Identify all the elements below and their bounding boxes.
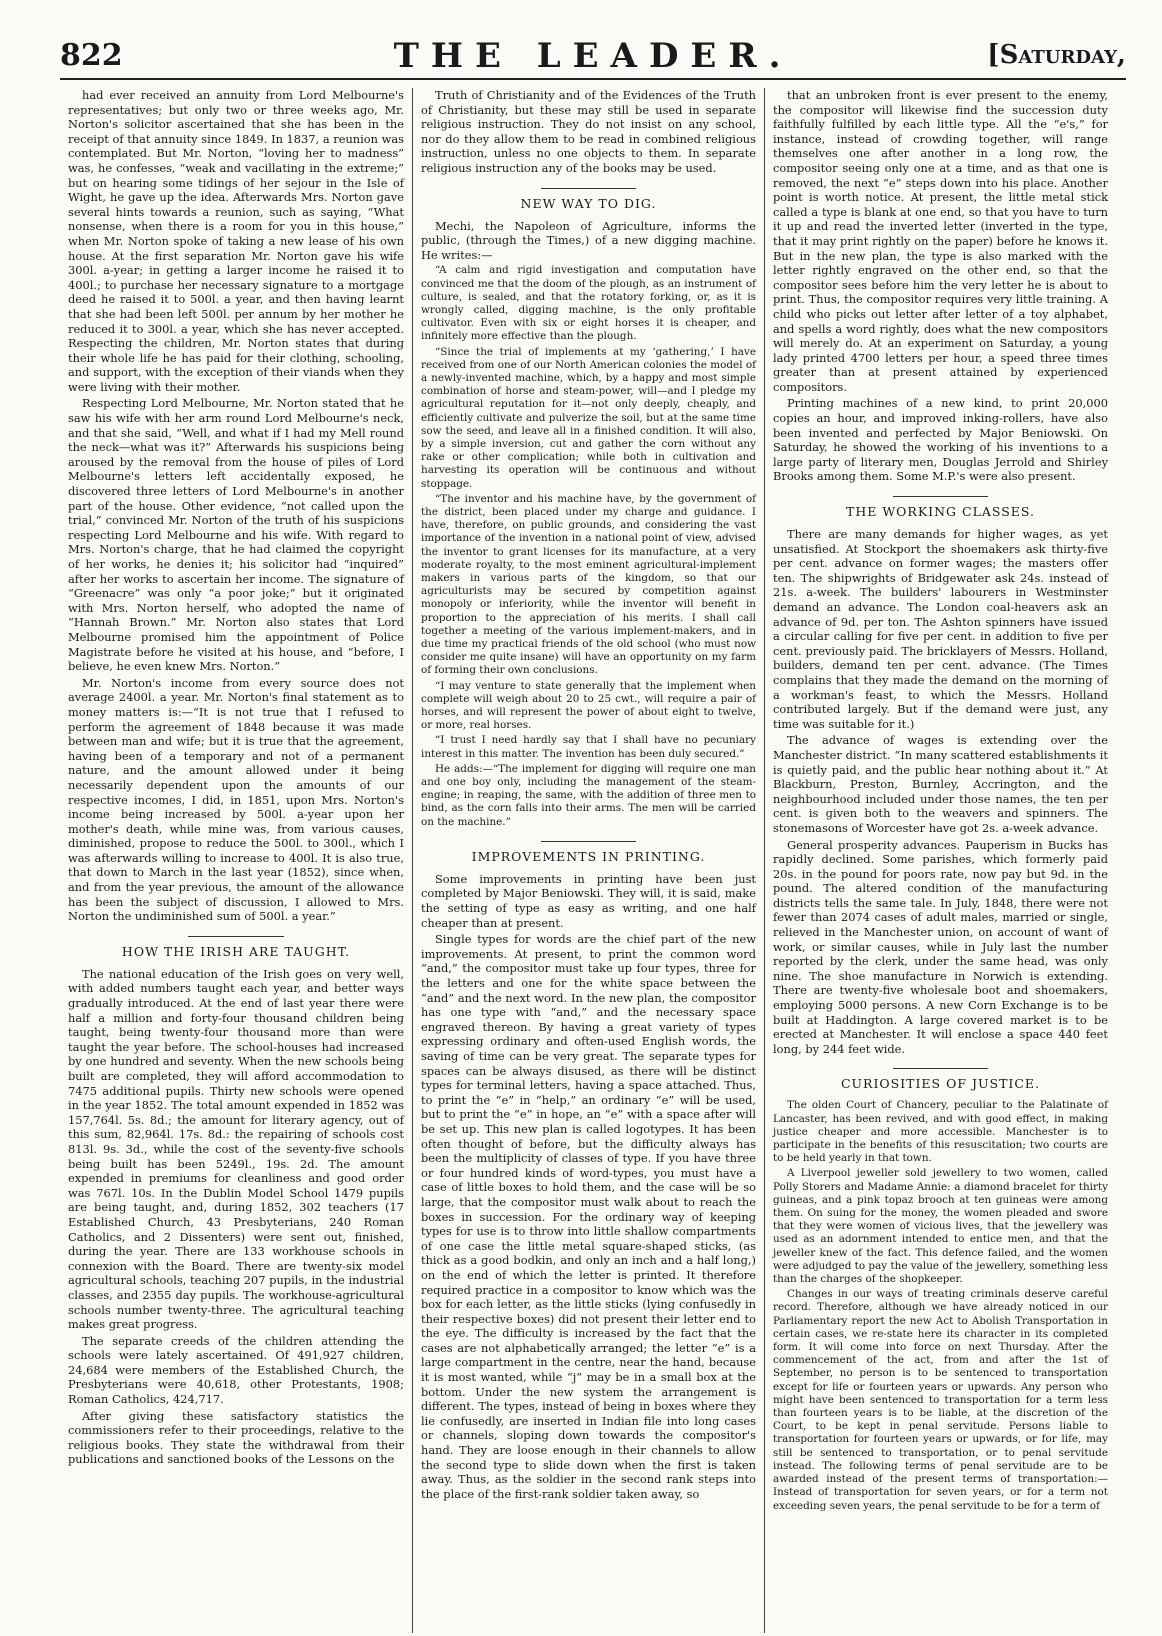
paragraph: The national education of the Irish goes on very well, with added numbers taught each year, and better ways gradually introduced. At the end of last year there were half a million and forty-four thousand children being taught, being twenty-four thousand more than were taught the year before. The school-houses had increased by one hundred and seventy. When the new schools being built are completed, they will afford accommodation to 7475 additional pupils. Thirty new schools were opened in the year 1852. The total amount expended in 1852 was 157,764l. 5s. 8d.; the amount for literary agency, out of this sum, 82,964l. 17s. 8d.: the repairing of schools cost 813l. 9s. 3d., while the cost of the seventy-five schools being built has been 5249l., 19s. 2d. The amount expended in premiums for cleanliness and good order was 767l. 10s. In the Dublin Model School 1479 pupils are being taught, and, during 1852, 302 teachers (17 Established Church, 43 Presbyterians, 240 Roman Catholics, and 2 Dissenters) were sent out, finished, during the year. There are 133 workhouse schools in connexion with the Board. There are twenty-six model agricultural schools, teaching 207 pupils, in the industrial classes, and 2355 day pupils. The workhouse-agricultural schools number twenty-three. The agricultural teaching makes great progress. [68,966,404,1332]
section-heading: IMPROVEMENTS IN PRINTING. [421,841,756,864]
article-columns [60,88,1126,1633]
column-3 [764,88,1116,1633]
column-2 [412,88,764,1633]
paragraph: Printing machines of a new kind, to print 20,000 copies an hour, and improved inking-rollers, have also been invented and perfected by Major Beniowski. On Saturday, he showed the working of his inventions to a large party of literary men, Douglas Jerrold and Shirley Brooks among them. Some M.P.'s were also present. [773,396,1108,484]
paragraph: The separate creeds of the children attending the schools were lately ascertained. Of 491,927 children, 24,684 were members of the Established Church, the Presbyterians were 40,618, other Protestants, 1908; Roman Catholics, 424,717. [68,1333,404,1407]
paragraph: Single types for words are the chief part of the new improvements. At present, to print the common word “and,” the compositor must take up four types, three for the letters and one for the white space between the “and” and the next word. In the new plan, the compositor has one type with “and,” and the necessary space engraved thereon. By having a great variety of types expressing ordinary and often-used English words, the saving of time can be very great. The separate types for spaces can be always disused, as there will be distinct types for terminal letters, having a space attached. Thus, to print the “e” in “help,” an ordinary “e” will be used, but to print the “e” in hope, an “e” with a space after will be set up. This new plan is called logotypes. It has been often thought of before, but the difficulty always has been the multiplicity of classes of type. If you have three or four hundred kinds of word-types, you must have a case of little boxes to hold them, and the case will be so large, that the compositor must walk about to reach the boxes in succession. For the ordinary way of keeping types for use is to throw into little shallow compartments of one case the little metal square-shaped sticks, (as thick as a good bodkin, and only an inch and a half long,) on the end of which the letter is printed. It therefore required practice in a compositor to know which was the box for each letter, as the little sticks (lying confusedly in their respective boxes) did not present their letter end to the eye. The difficulty is increased by the fact that the cases are not alphabetically arranged; the letter “e” is a large compartment in the centre, near the hand, because it is most wanted, while “j” may be in a small box at the bottom. Under the new system the arrangement is different. The types, instead of being in boxes where they lie confusedly, are inserted in Indian file into long cases or channels, sloping down towards the compositor's hand. They are loose enough in their channels to allow the second type to slide down when the first is taken away. Thus, as the soldier in the second rank steps into the place of the first-rank soldier taken away, so [421,932,756,1501]
quoted-paragraph: “The inventor and his machine have, by the government of the district, been placed under my charge and guidance. I have, therefore, on public grounds, and considering the vast importance of the invention in a national point of view, advised the inventor to grant licenses for its manufacture, at a very moderate royalty, to the most eminent agricultural-implement makers in various parts of the kingdom, so that our agriculturists may be secured by competition against monopoly or inferiority, while the inventor will benefit in proportion to the appreciation of his merits. I shall call together a meeting of the various implement-makers, and in due time my practical friends of the old school (who must now consider me quite insane) will have an opportunity on my farm of forming their own conclusions. [421,492,756,677]
paragraph: The advance of wages is extending over the Manchester district. “In many scattered establishments it is quietly paid, and the public hear nothing about it.” At Blackburn, Preston, Burnley, Accrington, and the neighbourhood included under those names, the ten per cent. is given both to the weavers and spinners. The stonemasons of Worcester have got 2s. a-week advance. [773,733,1108,835]
section-heading: CURIOSITIES OF JUSTICE. [773,1068,1108,1091]
quoted-paragraph: Changes in our ways of treating criminals deserve careful record. Therefore, although we have already noticed in our Parliamentary report the new Act to Abolish Transportation in certain cases, we re-state here its character in its completed form. It will come into force on next Thursday. After the commencement of the act, from and after the 1st of September, no person is to be sentenced to transportation except for life or fourteen years or upwards. Any person who might have been sentenced to transportation for a term less than fourteen years is to be liable, at the discretion of the Court, to be kept in penal servitude. Persons liable to transportation for fourteen years or upwards, or for life, may still be sentenced to transportation, or to penal servitude instead. The following terms of penal servitude are to be awarded instead of the present terms of transportation:—Instead of transportation for seven years, or for a term not exceeding seven years, the penal servitude to be for a term of [773,1288,1108,1512]
quoted-paragraph: “Since the trial of implements at my ‘gathering,’ I have received from one of our North American colonies the model of a newly-invented machine, which, by a happy and most simple combination of horse and steam-power, will—and I pledge my agricultural reputation for it—not only deeply, cheaply, and efficiently cultivate and pulverize the soil, but at the same time sow the seed, and leave all in a finished condition. It will also, by a simple inversion, cut and gather the corn without any rake or other complication; while both in cultivation and harvesting its operation will be continuous and without stoppage. [421,345,756,490]
masthead-rule [60,78,1126,80]
quoted-paragraph: “A calm and rigid investigation and computation have convinced me that the doom of the plough, as an instrument of culture, is sealed, and that the rotatory forking, or, as it is wrongly called, digging machine, is the only profitable cultivator. Even with six or eight horses it is cheaper, and infinitely more effective than the plough. [421,264,756,343]
paragraph: There are many demands for higher wages, as yet unsatisfied. At Stockport the shoemakers ask thirty-five per cent. advance on former wages; the masters offer ten. The shipwrights of Bridgewater ask 24s. instead of 21s. a-week. The builders' labourers in Westminster demand an advance. The London coal-heavers ask an advance of 9d. per ton. The Ashton spinners have issued a circular calling for five per cent. in addition to five per cent. previously paid. The bricklayers of Messrs. Holland, builders, demand ten per cent. advance. (The Times complains that they made the demand on the morning of a workman's feast, to which the Messrs. Holland contributed largely. But if the demand were just, any time was suitable for it.) [773,527,1108,731]
section-heading: NEW WAY TO DIG. [421,188,756,211]
paragraph: had ever received an annuity from Lord Melbourne's representatives; but only two or three weeks ago, Mr. Norton's solicitor ascertained that she has been in the receipt of that annuity since 1849. In 1837, a reunion was contemplated. But Mr. Norton, “loving her to madness” was, he confesses, “weak and vacillating in the extreme;” but on hearing some tidings of her sejour in the Isle of Wight, he gave up the idea. Afterwards Mrs. Norton gave several hints towards a reunion, such as saying, “What nonsense, when there is a room for you in this house,” when Mr. Norton spoke of taking a new lease of his own house. At the first separation Mr. Norton gave his wife 300l. a-year; in getting a larger income he raised it to 400l.; to purchase her necessary signature to a mortgage deed he raised it to 500l. a year, and then having learnt that she had been left 500l. per annum by her mother he reduced it to 300l. a year, which she has never accepted. Respecting the children, Mr. Norton states that during their whole life he has paid for their clothing, schooling, and support, with the exception of their viands when they were living with their mother. [68,88,404,394]
column-1 [60,88,412,1633]
paper-title: THE LEADER. [393,36,793,76]
issue-day: [Saturday, [987,40,1126,70]
page-number: 822 [60,38,123,73]
quoted-paragraph: He adds:—“The implement for digging will require one man and one boy only, including the management of the steam-engine; in reaping, the same, with the addition of three men to bind, as the corn falls into their arms. The men will be carried on the machine.” [421,762,756,828]
quoted-paragraph: The olden Court of Chancery, peculiar to the Palatinate of Lancaster, has been revived, and with good effect, in making justice cheaper and more accessible. Manchester is to participate in the benefits of this resuscitation; two courts are to be held yearly in that town. [773,1099,1108,1165]
quoted-paragraph: “I trust I need hardly say that I shall have no pecuniary interest in this matter. The invention has been duly secured.” [421,734,756,760]
paragraph: Mechi, the Napoleon of Agriculture, informs the public, (through the Times,) of a new digging machine. He writes:— [421,218,756,262]
quoted-paragraph: “I may venture to state generally that the implement when complete will weigh about 20 to 25 cwt., will require a pair of horses, and will represent the power of about eight to twelve, or more, real horses. [421,679,756,732]
masthead [60,30,1126,74]
section-heading: THE WORKING CLASSES. [773,496,1108,519]
paragraph: Truth of Christianity and of the Evidences of the Truth of Christianity, but these may still be used in separate religious instruction. They do not insist on any school, nor do they allow them to be read in combined religious instruction, unless no one objects to them. In separate religious instruction any of the books may be used. [421,88,756,175]
paragraph: Some improvements in printing have been just completed by Major Beniowski. They will, it is said, make the setting of type as easy as writing, and one half cheaper than at present. [421,871,756,930]
paragraph: Respecting Lord Melbourne, Mr. Norton stated that he saw his wife with her arm round Lord Melbourne's neck, and that she said, “Well, and what if I had my Mell round the neck—what was it?” Afterwards his suspicions being aroused by the removal from the house of piles of Lord Melbourne's letters left accidentally exposed, he discovered three letters of Lord Melbourne's in another part of the house. Other evidence, “not called upon the trial,” convinced Mr. Norton of the truth of his suspicions respecting Lord Melbourne and his wife. With regard to Mrs. Norton's charge, that he had claimed the copyright of her works, he denies it; his solicitor had “inquired” after her works to ascertain her income. The signature of “Greenacre” was only “a poor joke;” but it originated with Mrs. Norton herself, who adopted the name of “Hannah Brown.” Mr. Norton also states that Lord Melbourne promised him the appointment of Police Magistrate before he visited at his house, and “before, I believe, he even knew Mrs. Norton.” [68,396,404,674]
quoted-paragraph: A Liverpool jeweller sold jewellery to two women, called Polly Storers and Madame Annie: a diamond bracelet for thirty guineas, and a pink topaz brooch at ten guineas were among them. On suing for the money, the women pleaded and swore that they were women of vicious lives, that the jewellery was used as an adornment intended to entice men, and that the jeweller knew of the fact. This defence failed, and the women were adjudged to pay the value of the jewellery, something less than the charges of the shopkeeper. [773,1167,1108,1286]
paragraph: Mr. Norton's income from every source does not average 2400l. a year. Mr. Norton's final statement as to money matters is:—“It is not true that I refused to perform the agreement of 1848 because it was made between man and wife; but it is true that the agreement, having been of a temporary and not of a permanent nature, and the amount allowed under it being necessarily dependent upon the amounts of our respective incomes, I did, in 1851, upon Mrs. Norton's income being increased by 500l. a-year upon her mother's death, while mine was, from various causes, diminished, propose to reduce the 500l. to 300l., which I was afterwards willing to increase to 400l. It is also true, that down to March in the last year (1852), since when, and from the year previous, the amount of the allowance has been the subject of discussion, I allowed to Mrs. Norton the undiminished sum of 500l. a year.” [68,675,404,924]
paragraph: After giving these satisfactory statistics the commissioners refer to their proceedings, relative to the religious books. They state the withdrawal from their publications and sanctioned books of the Lessons on the [68,1408,404,1467]
paragraph: General prosperity advances. Pauperism in Bucks has rapidly declined. Some parishes, which formerly paid 20s. in the pound for poors rate, now pay but 9d. in the pound. The altered condition of the manufacturing districts tells the same tale. In July, 1848, there were not fewer than 2074 cases of adult males, married or single, relieved in the Manchester union, on account of want of work, or similar causes, while in July last the number reported by the clerk, under the same head, was only nine. The shoe manufacture in Norwich is extending. There are twenty-five wholesale boot and shoemakers, employing 5000 persons. A new Corn Exchange is to be built at Haddington. A large covered market is to be erected at Manchester. It will enclose a space 440 feet long, by 244 feet wide. [773,837,1108,1056]
section-heading: HOW THE IRISH ARE TAUGHT. [68,936,404,959]
paragraph: that an unbroken front is ever present to the enemy, the compositor will likewise find the succession duty faithfully fulfilled by each little type. All the “e's,” for instance, instead of crowding together, will range themselves one after another in a long row, the compositor seeing only one at a time, and as that one is removed, the next “e” steps down into his place. Another point is worth notice. At present, the little metal stick called a type is blank at one end, so that you have to turn it up and read the inverted letter (inverted in the type, that it may print rightly on the paper) before he knows it. But in the new plan, the type is also marked with the letter rightly engraved on the other end, so that the compositor sees before him the very letter he is about to print. Thus, the compositor requires very little training. A child who picks out letter after letter of a toy alphabet, and spells a word rightly, does what the new compositors will merely do. At an experiment on Saturday, a young lady printed 4700 letters per hour, a speed three times greater than at present attained by experienced compositors. [773,88,1108,394]
